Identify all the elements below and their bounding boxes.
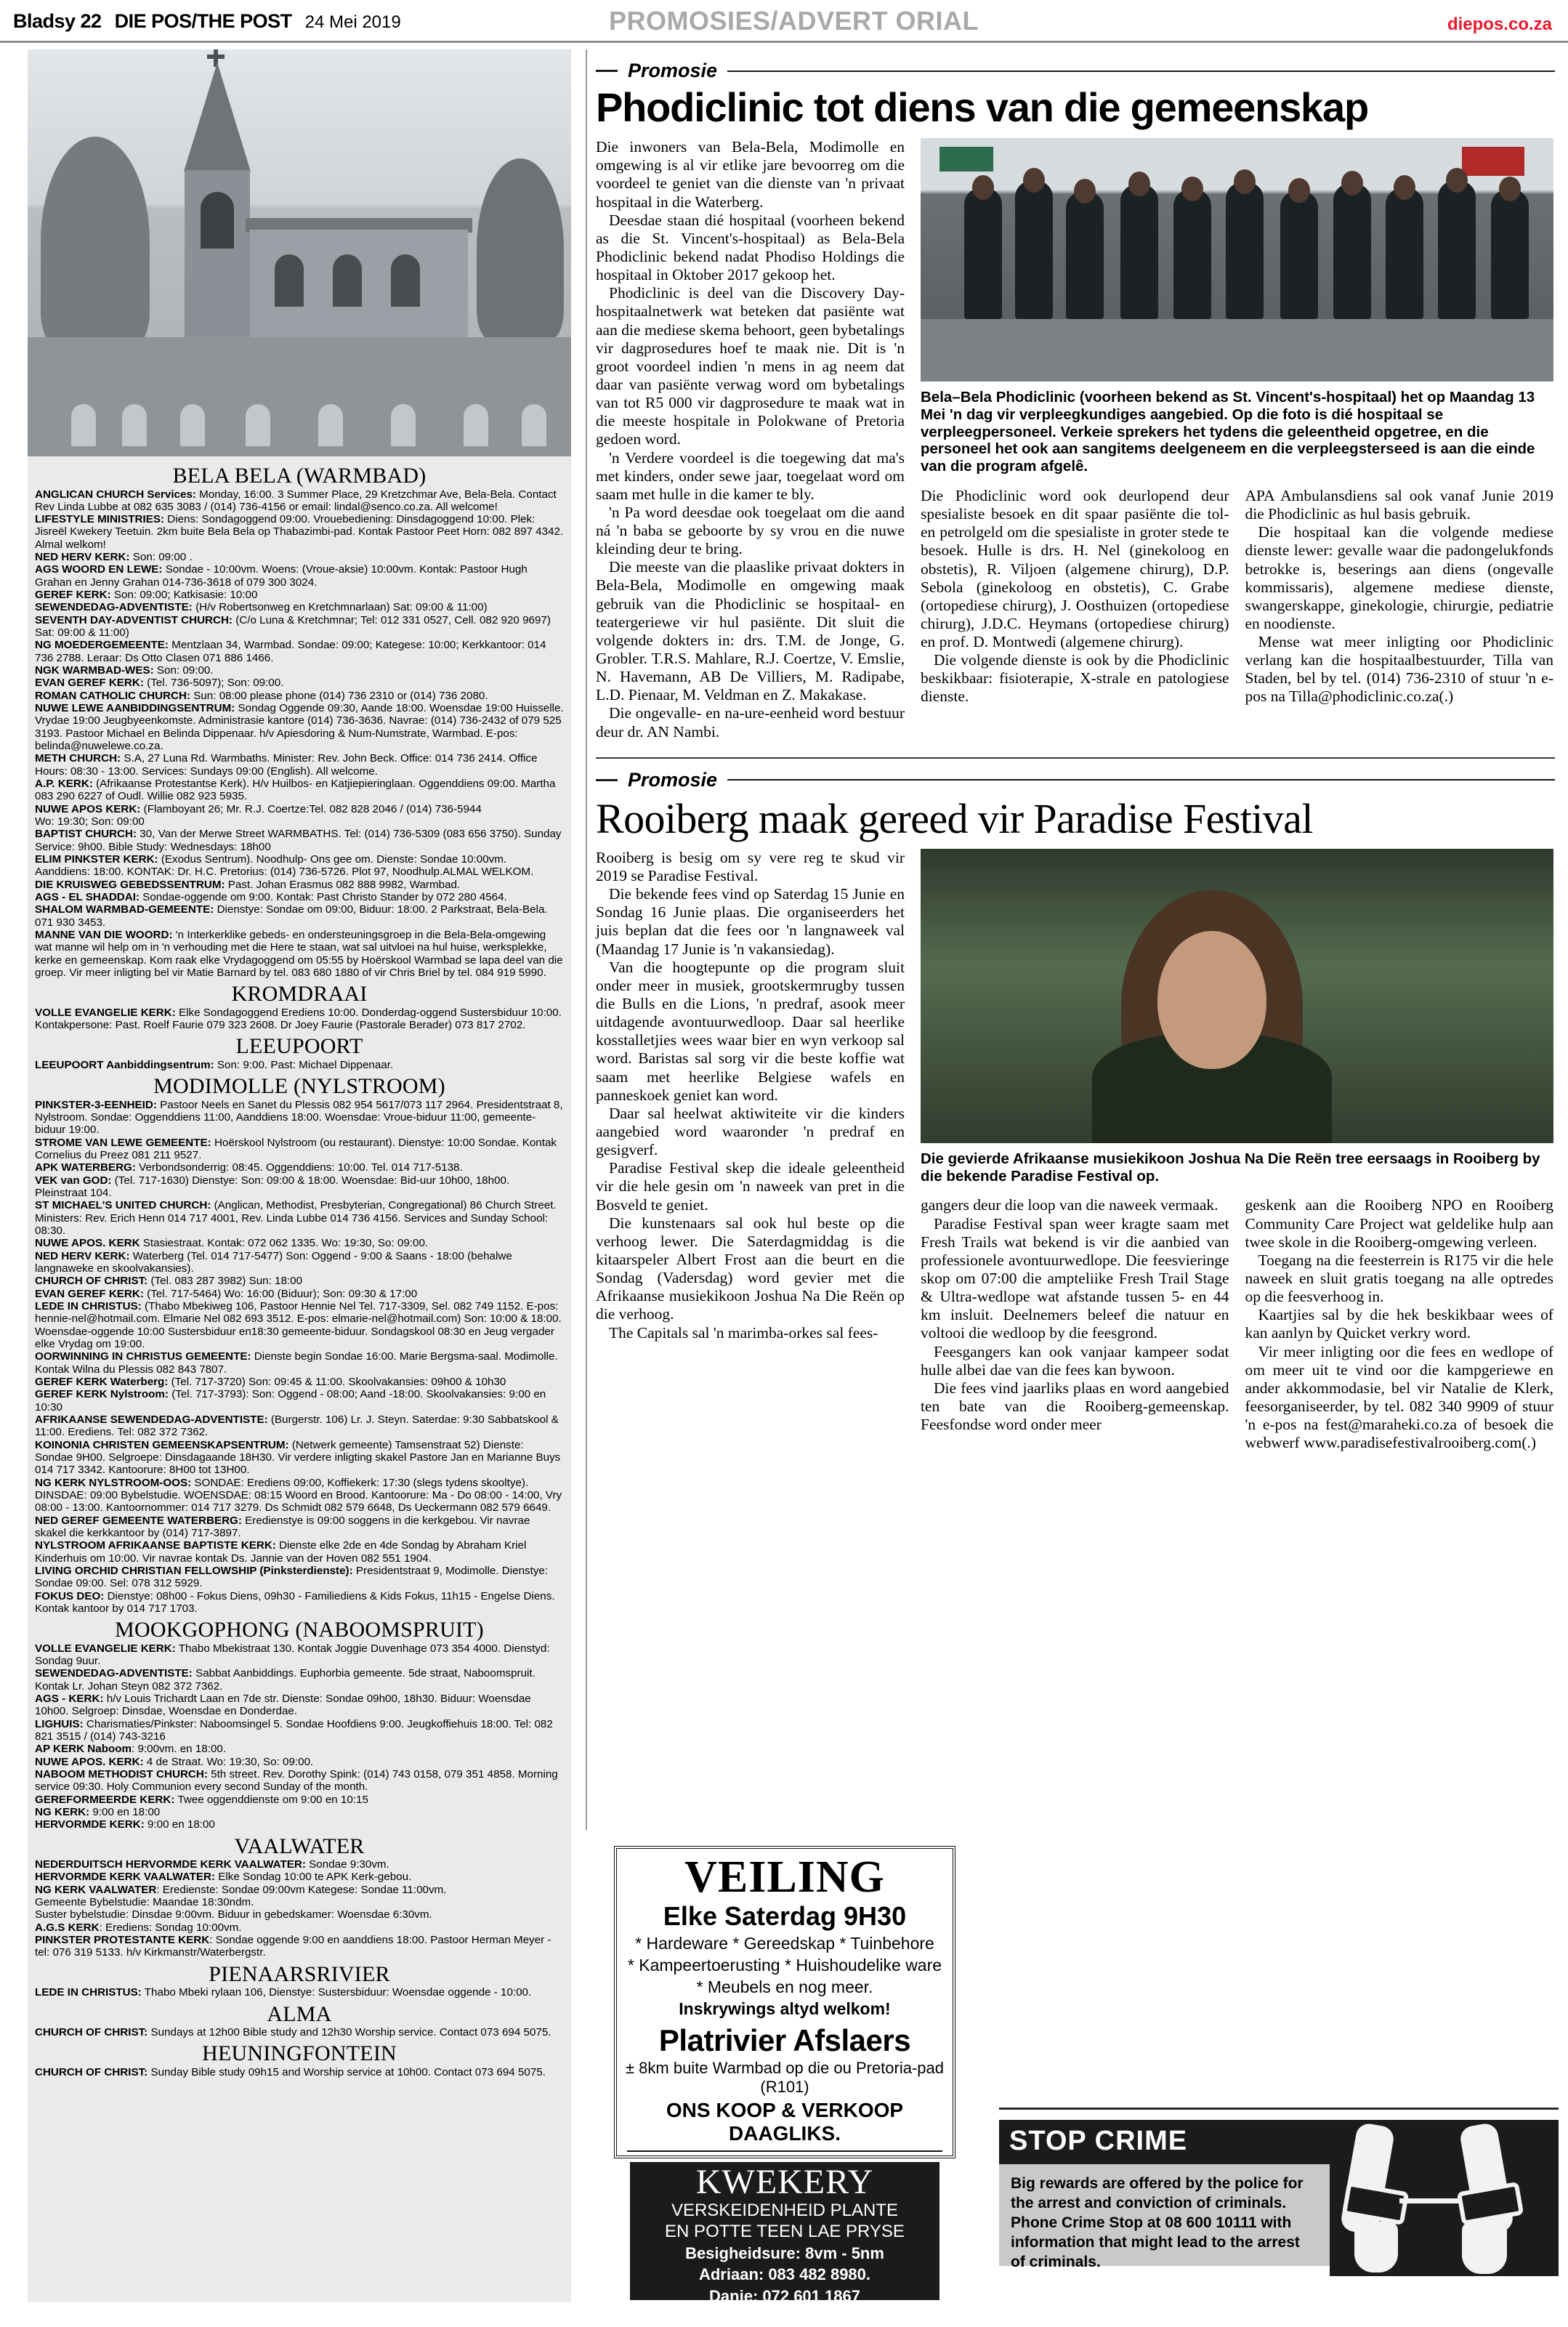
church-entry: HERVORMDE KERK: 9:00 en 18:00: [35, 1818, 215, 1831]
church-entry: VEK van GOD: (Tel. 717-1630) Dienstye: Son: 09:00 & 18:00. Woensdae: Bid-uur 10h00, 18h00. Pleinstraat 104.: [35, 1174, 510, 1200]
church-name: NEDERDUITSCH HERVORMDE KERK VAALWATER:: [35, 1858, 306, 1871]
article1-column-1: [596, 138, 905, 741]
church-entry: SHALOM WARMBAD-GEMEENTE: Dienstye: Sondae om 09:00, Biduur: 18:00. 2 Parkstraat, Bela-Bela. 071 930 3453.: [35, 903, 548, 929]
church-name: LEEUPOORT Aanbiddingsentrum:: [35, 1058, 214, 1071]
church-entry: NG KERK NYLSTROOM-OOS: SONDAE: Erediens 09:00, Koffiekerk: 17:30 (slegs tydens skooltye). DINSDAE: 09:00 Bybelstudie. WOENSDAE: 08:15 Woord en Brood. Kantoorure: Ma - Do 08:00 - 14:00, Vry 08:00 - 13:00. Kantoornommer: 014 717 3279. Ds Schmidt 082 579 6648, Ds Ueckermann 082 579 6649.: [35, 1476, 562, 1515]
article-paragraph: Van die hoogtepunte op die program sluit onder meer in musiek, grootskermrugby tussen die Bulls en die Lions, 'n predraf, asook meer uitdagende avontuurwedloop. Daar sal heerlike kosstalletjies wees waar bier en wyn verkoop sal word. Baristas sal sorg vir die beste koffie wat saam met heerlike Belgiese wafels en panneskoek geniet kan word.: [596, 958, 905, 1104]
church-name: FOKUS DEO:: [35, 1589, 105, 1602]
church-entry: AGS - EL SHADDAI: Sondae-oggende om 9:00. Kontak: Past Christo Stander by 072 280 4564.: [35, 891, 507, 903]
church-entry: ANGLICAN CHURCH Services: Monday, 16:00. 3 Summer Place, 29 Kretzchmar Ave, Bela-Bela. Contact Rev Linda Lubbe at 082 635 3083 / (014) 736-4156 or email: lindal@senco.co.za. All welcome!: [35, 488, 557, 513]
column-divider-1: [586, 49, 587, 1830]
website-url[interactable]: diepos.co.za: [1447, 15, 1552, 34]
article-paragraph: Die inwoners van Bela-Bela, Modimolle en omgewing is al vir etlike jare bevoorreg om die voordeel te geniet van die dienste van 'n privaat hospitaal in die Waterberg.: [596, 138, 905, 211]
promo-dash-icon-2: [596, 779, 618, 781]
church-name: NED HERV KERK:: [35, 551, 130, 564]
article1-columns: [596, 138, 1555, 741]
nurses-photo: [921, 138, 1553, 382]
article2-columns: [596, 849, 1555, 1453]
church-name: NED HERV KERK:: [35, 1249, 130, 1262]
singer-photo: [921, 849, 1553, 1143]
church-entry: GEREF KERK Waterberg: (Tel. 717-3720) Son: 09:45 & 11:00. Skoolvakansies: 09h00 & 10h30: [35, 1376, 506, 1388]
ad-stop-crime[interactable]: [999, 2108, 1559, 2289]
church-name: AGS - EL SHADDAI:: [35, 891, 140, 903]
church-name: NG MOEDERGEMEENTE:: [35, 639, 169, 652]
promo-label-1: Promosie: [628, 60, 718, 81]
church-entry: NED HERV KERK: Son: 09:00 .: [35, 551, 193, 564]
nurses-illustration: [921, 138, 1553, 382]
church-entry: CHURCH OF CHRIST: Sunday Bible study 09h15 and Worship service at 10h00. Contact 073 694 5075.: [35, 2065, 546, 2078]
church-name: SEWENDEDAG-ADVENTISTE:: [35, 601, 193, 614]
ad-veiling-divider: [627, 2150, 942, 2152]
church-name: SHALOM WARMBAD-GEMEENTE:: [35, 903, 214, 916]
town-heading: HEUNINGFONTEIN: [202, 2041, 397, 2066]
church-name: AP KERK Naboom: [35, 1743, 132, 1756]
church-name: VOLLE EVANGELIE KERK:: [35, 1642, 176, 1655]
church-entry: NABOOM METHODIST CHURCH: 5th street. Rev. Dorothy Spink: (014) 743 0158, 079 351 4858. Morning service 09:30. Holy Communion every second Sunday of the month.: [35, 1768, 558, 1794]
church-entry: CHURCH OF CHRIST: Sundays at 12h00 Bible study and 12h30 Worship service. Contact 073 694 5075.: [35, 2026, 551, 2039]
section-title: PROMOSIES/ADVERT ORIAL: [609, 6, 979, 36]
church-name: GEREF KERK Waterberg:: [35, 1376, 169, 1388]
promo-rule-1: [727, 70, 1555, 72]
nurses-photo-caption: Bela–Bela Phodiclinic (voorheen bekend as St. Vincent's-hospitaal) het op Maandag 13 Mei 'n dag vir verpleegkundiges aangebied. Op die foto is dié hospitaal se verpleegpersoneel. Verkeie sprekers het tydens die geleentheid opgetree, en die personeel het ook aan sangitems deelgeneem en die verpleegsterseed is aan die einde van die program afgelê.: [921, 389, 1535, 475]
promo-tag-2: [596, 769, 1555, 791]
singer-illustration: [921, 849, 1553, 1143]
church-name: ROMAN CATHOLIC CHURCH:: [35, 689, 191, 702]
church-name: PINKSTER PROTESTANTE KERK: [35, 1934, 210, 1947]
church-entry: METH CHURCH: S.A, 27 Luna Rd. Warmbaths. Minister: Rev. John Beck. Office: 014 736 2414. Office Hours: 08:30 - 13:00. Services: Sundays 09:00 (English). All welcome.: [35, 752, 538, 778]
church-name: SEWENDEDAG-ADVENTISTE:: [35, 1667, 193, 1680]
church-name: HERVORMDE KERK:: [35, 1818, 145, 1831]
ad-veiling-company: Platrivier Afslaers: [658, 2023, 911, 2058]
church-entry: LIFESTYLE MINISTRIES: Diens: Sondagoggend 09:00. Vrouebediening: Dinsdagoggend 10:00. Plek: Jisreël Kwekery Teetuin. 2km buite Bela Bela op Thabazimbi-pad. Kontak Pastoor Peet Horn: 082 897 4342. Almal welkom!: [35, 513, 564, 551]
ad-veiling-title: VEILING: [684, 1852, 885, 1902]
article-paragraph: Feesgangers kan ook vanjaar kampeer sodat hulle albei dae van die fees kan bywoon.: [921, 1342, 1229, 1379]
handcuffs-icon: [1330, 2120, 1559, 2276]
ad-crime-left: [999, 2120, 1330, 2276]
article-paragraph: Die Phodiclinic word ook deurlopend deur spesialiste besoek en dit spaar pasiënte die tol- en petrolgeld om die spesialiste in groter stede te besoek. Hulle is drs. H. Nel (ginekoloog en obstetis), R. Viljoen (algemene chirurg), D.P. Sebola (ginekoloog en obstetis), C. Grabe (ortopediese chirurg), J. Oosthuizen (ortopediese chirurg), J.D.C. Heymans (ortopediese chirurg) en prof. D. Montwedi (algemene chirurg).: [921, 486, 1229, 651]
article-paragraph: Die ongevalle- en na-ure-eenheid word bestuur deur dr. AN Nambi.: [596, 704, 905, 741]
town-heading: MOOKGOPHONG (NABOOMSPRUIT): [115, 1618, 484, 1642]
church-entry: GEREF KERK: Son: 09:00; Katkisasie: 10:00: [35, 589, 258, 602]
article-paragraph: gangers deur die loop van die naweek vermaak.: [921, 1196, 1219, 1214]
church-entry: Gemeente Bybelstudie: Maandae 18:30ndm.: [35, 1896, 254, 1909]
church-name: ST MICHAEL'S UNITED CHURCH:: [35, 1199, 211, 1212]
church-listings: [28, 456, 571, 2083]
church-entry: AFRIKAANSE SEWENDEDAG-ADVENTISTE: (Burgerstr. 106) Lr. J. Steyn. Saterdae: 9:30 Sabbatskool & 11:00. Erediens. Tel: 082 372 7362.: [35, 1413, 559, 1439]
church-name: NYLSTROOM AFRIKAANSE BAPTISTE KERK:: [35, 1539, 276, 1552]
church-entry: AP KERK Naboom: 9:00vm. en 18:00.: [35, 1743, 227, 1756]
article-rooiberg: [596, 769, 1555, 1453]
ad-kwekery-contact-2: Danie: 072 601 1867: [709, 2286, 860, 2305]
article-paragraph: 'n Pa word deesdae ook toegelaat om die aand ná 'n baba se geboorte by sy vrou en die nuwe kleinding deur te bring.: [596, 503, 905, 558]
church-entry: NYLSTROOM AFRIKAANSE BAPTISTE KERK: Dienste elke 2de en 4de Sondag by Abraham Kriel Kinderhuis om 10:00. Vir navrae kontak Ds. Jannie van der Hoven 082 551 1904.: [35, 1539, 527, 1565]
church-name: NUWE APOS KERK:: [35, 802, 141, 815]
church-entry: NEDERDUITSCH HERVORMDE KERK VAALWATER: Sondae 9:30vm.: [35, 1858, 389, 1871]
church-entry: SEVENTH DAY-ADVENTIST CHURCH: (C/o Luna & Kretchmnar; Tel: 012 331 0527, Cell. 082 920 9697) Sat: 09:00 & 11:00): [35, 613, 551, 640]
church-entry: VOLLE EVANGELIE KERK: Thabo Mbekistraat 130. Kontak Joggie Duvenhage 073 354 4000. Dienstyd: Sondag 9uur.: [35, 1642, 550, 1668]
church-entry: APK WATERBERG: Verbondsonderrig: 08:45. Oggenddiens: 10:00. Tel. 014 717-5138.: [35, 1161, 463, 1174]
church-entry: DIE KRUISWEG GEBEDSSENTRUM: Past. Johan Erasmus 082 888 9982, Warmbad.: [35, 878, 461, 891]
church-entry: NG KERK VAALWATER: Eredienste: Sondae 09:00vm Kategese: Sondae 11:00vm.: [35, 1883, 447, 1896]
church-entry: SEWENDEDAG-ADVENTISTE: (H/v Robertsonweg en Kretchmnarlaan) Sat: 09:00 & 11:00): [35, 601, 488, 614]
church-entry: SEWENDEDAG-ADVENTISTE: Sabbat Aanbiddings. Euphorbia gemeente. 5de straat, Naboomspruit. Kontak Lr. Johan Steyn 082 372 7362.: [35, 1667, 536, 1693]
masthead-divider: [0, 41, 1568, 43]
church-illustration: [28, 49, 571, 456]
church-entry: ROMAN CATHOLIC CHURCH: Sun: 08:00 please phone (014) 736 2310 or (014) 736 2080.: [35, 689, 488, 702]
article-paragraph: Paradise Festival skep die ideale geleentheid vir die hele gesin om 'n naweek van pret in die Bosveld te geniet.: [596, 1159, 905, 1214]
masthead-left: [13, 10, 401, 33]
church-name: CHURCH OF CHRIST:: [35, 2026, 148, 2039]
ad-veiling-tagline: ONS KOOP & VERKOOP DAAGLIKS.: [666, 2099, 904, 2145]
church-entry: NUWE LEWE AANBIDDINGSENTRUM: Sondag Oggende 09:30, Aande 18:00. Woensdae 19:00 Huisselle. Vrydae 19:00 Jeugbyeenkomste. Administrasie kantore (014) 736-3636. Navrae: (014) 736-2432 of 079 525 3193. Pastoor Michael en Belinda Dippenaar. h/v Apiesdoring & Num-Numstrate, Warmbad. E-pos: belinda@nuwelewe.co.za.: [35, 702, 564, 753]
ad-kwekery[interactable]: [630, 2162, 939, 2326]
article2-column-1: [596, 849, 905, 1453]
ad-veiling-items-3: * Meubels en nog meer.: [696, 1977, 873, 1997]
church-name: PINKSTER-3-EENHEID:: [35, 1098, 157, 1111]
ad-kwekery-line-1: VERSKEIDENHEID PLANTE: [671, 2201, 899, 2220]
church-name: CHURCH OF CHRIST:: [35, 2065, 148, 2078]
article2-column-3: [1245, 1196, 1554, 1452]
article-paragraph: Mense wat meer inligting oor Phodiclinic verlang kan die hospitaalbestuurder, Tilla van Staden, bel by tel. (014) 736-2310 of stuur 'n e-pos na Tilla@phodiclinic.co.za(.): [1245, 633, 1553, 706]
church-name: ELIM PINKSTER KERK:: [35, 853, 158, 866]
church-entry: NED HERV KERK: Waterberg (Tel. 014 717-5477) Son: Oggend - 9:00 & Saans - 18:00 (behalwe langnaweke en skoolvakansies).: [35, 1249, 512, 1275]
article-paragraph: Toegang na die feesterrein is R175 vir die hele naweek en sluit gratis toegang na alle optredes op die feesverhoog in.: [1245, 1251, 1553, 1306]
church-entry: PINKSTER-3-EENHEID: Pastoor Neels en Sanet du Plessis 082 954 5617/073 117 2964. Presidentstraat 8, Nylstroom. Sondae: Oggenddiens 11:00, Aanddiens 18:00. Woensdae: Vroue-biduur 11:00, gemeente-biduur 19:00.: [35, 1098, 563, 1137]
article-paragraph: Die kunstenaars sal ook hul beste op die verhoog lewer. Die Saterdagmiddag is die kitaarspeler Albert Frost aan die beurt en die Sondag (Vadersdag) word gevier met die Afrikaanse musiekikoon Joshua Na Die Reën op die verhoog.: [596, 1214, 905, 1323]
article-paragraph: APA Ambulansdiens sal ook vanaf Junie 2019 die Phodiclinic as hul basis gebruik.: [1245, 486, 1553, 523]
article-paragraph: Die fees vind jaarliks plaas en word aangebied ten bate van die Rooiberg-gemeenskap. Feesfondse word onder meer: [921, 1379, 1229, 1434]
article-paragraph: Deesdae staan dié hospitaal (voorheen bekend as die St. Vincent's-hospitaal) as Bela-Bela Phodiclinic bekend nadat Phodiso Holdings die hospitaal in Oktober 2017 gekoop het.: [596, 211, 905, 284]
church-entry: EVAN GEREF KERK: (Tel. 717-5464) Wo: 16:00 (Biduur); Son: 09:30 & 17:00: [35, 1287, 418, 1300]
church-entry: A.P. KERK: (Afrikaanse Protestantse Kerk). H/v Huilbos- en Katjiepieringlaan. Oggenddiens 09:00. Martha 083 290 6227 of Oudl. Willie 082 923 5935.: [35, 778, 556, 803]
article-paragraph: Phodiclinic is deel van die Discovery Day-hospitaalnetwerk wat beteken dat pasiënte wat aan die mediese skema behoort, geen bybetalings vir dagprosedures hoef te maak nie. Dit is 'n groot voordeel indien 'n mens in ag neem dat daar van pasiënte verwag word om bybetalings van tot R5 000 vir dagprosedure te maak wat in die meeste hospitale in Polokwane of Pretoria gedoen word.: [596, 284, 905, 448]
article-paragraph: Paradise Festival span weer kragte saam met Fresh Trails wat bekend is vir die aanbied van professionele avontuurwedlope. Die feesvieringe skop om 07:00 die ampteliike Fresh Trail Stage & Ultra-wedlope wat afstande tussen 5- en 44 km insluit. Deelnemers beleef die natuur en voltooi die wedloop by die feesgrond.: [921, 1214, 1229, 1342]
article1-column-3: [1245, 487, 1554, 706]
church-name: STROME VAN LEWE GEMEENTE:: [35, 1136, 211, 1149]
church-name: VEK van GOD:: [35, 1174, 112, 1187]
church-name: SEVENTH DAY-ADVENTIST CHURCH:: [35, 613, 233, 626]
promo-tag-1: [596, 60, 1555, 82]
church-name: AFRIKAANSE SEWENDEDAG-ADVENTISTE:: [35, 1413, 268, 1426]
church-entry: NED GEREF GEMEENTE WATERBERG: Eredienstye is 09:00 soggens in die kerkgebou. Vir navrae skakel die kerkkantoor by (014) 717-3897.: [35, 1514, 530, 1539]
church-photo: [28, 49, 571, 456]
headline-rooiberg: Rooiberg maak gereed vir Paradise Festival: [596, 794, 1313, 842]
town-heading: PIENAARSRIVIER: [209, 1961, 390, 1986]
church-name: AGS - KERK:: [35, 1693, 104, 1706]
ad-crime-title: STOP CRIME: [999, 2120, 1330, 2164]
ad-veiling-location: ± 8km buite Warmbad op die ou Pretoria-pad (R101): [625, 2059, 945, 2097]
church-name: A.P. KERK:: [35, 778, 93, 791]
promo-label-2: Promosie: [628, 768, 718, 791]
church-entry: NGK WARMBAD-WES: Son: 09:00.: [35, 664, 214, 677]
church-name: LEDE IN CHRISTUS:: [35, 1300, 142, 1313]
article-paragraph: Kaartjies sal by die hek beskikbaar wees of kan aanlyn by Quicket verkry word.: [1245, 1306, 1553, 1342]
church-name: BAPTIST CHURCH:: [35, 828, 137, 841]
church-name: NG KERK VAALWATER: [35, 1883, 157, 1896]
singer-photo-caption: Die gevierde Afrikaanse musiekikoon Joshua Na Die Reën tree eersaags in Rooiberg by die bekende Paradise Festival op.: [921, 1150, 1540, 1185]
church-entry: LIGHUIS: Charismaties/Pinkster: Naboomsingel 5. Sondae Hoofdiens 9:00. Jeugkoffiehuis 18:00. Tel: 082 821 3515 / (014) 743-3216: [35, 1717, 553, 1743]
church-name: EVAN GEREF KERK:: [35, 677, 144, 690]
church-name: NUWE APOS. KERK:: [35, 1755, 144, 1768]
article2-column-2: [921, 1196, 1229, 1452]
town-heading: BELA BELA (WARMBAD): [172, 464, 427, 488]
article-paragraph: The Capitals sal 'n marimba-orkes sal fees-: [609, 1323, 878, 1342]
church-name: A.G.S KERK: [35, 1921, 100, 1934]
church-name: LIFESTYLE MINISTRIES:: [35, 513, 165, 526]
church-entry: KOINONIA CHRISTEN GEMEENSKAPSENTRUM: (Netwerk gemeente) Tamsenstraat 52) Dienste: Sondae 9H00. Selgroepe: Dinsdagaande 18H30. Vir verdere inligting skakel Pastore Jan en Marianne Buys 014 717 3342. Kantoorure: 8H00 tot 13H00.: [35, 1438, 561, 1477]
handcuffs-illustration: [1330, 2120, 1559, 2276]
church-name: NUWE LEWE AANBIDDINGSENTRUM:: [35, 702, 235, 715]
article-phodiclinic: [596, 60, 1555, 741]
church-entry: EVAN GEREF KERK: (Tel. 736-5097); Son: 09:00.: [35, 677, 284, 690]
church-entry: LEDE IN CHRISTUS: (Thabo Mbekiweg 106, Pastoor Hennie Nel Tel. 717-3309, Sel. 082 749 1152. E-pos: hennie-nel@hotmail.com. Elmarie Nel 082 693 3512. E-pos: elmarie-nel@hotmail.com) Son: 10:00 & 18:00. Woensdae-oggende 10:00 Sustersbiduur en18:30 gemeente-biduur. Sondagskool 08:30 en Jeug vergader elke Vrydag om 19:00.: [35, 1300, 562, 1351]
ad-kwekery-line-2: EN POTTE TEEN LAE PRYSE: [665, 2221, 905, 2241]
church-name: NED GEREF GEMEENTE WATERBERG:: [35, 1514, 242, 1527]
ad-kwekery-hours: Besigheidsure: 8vm - 5nm: [685, 2243, 884, 2262]
church-name: NABOOM METHODIST CHURCH:: [35, 1768, 208, 1781]
church-directory-column: [28, 49, 571, 2302]
ad-veiling-items-2: * Kampeertoerusting * Huishoudelike ware: [627, 1956, 942, 1975]
church-entry: GEREF KERK Nylstroom: (Tel. 717-3793): Son: Oggend - 08:00; Aand -18:00. Skoolvakansies: 9:00 en 10:30: [35, 1388, 546, 1413]
ad-crime-text: Big rewards are offered by the police for the arrest and conviction of criminals. Phone Crime Stop at 08 600 10111 with information that might lead to the arrest of criminals.: [999, 2164, 1330, 2266]
church-name: GEREF KERK Nylstroom:: [35, 1388, 169, 1401]
ad-veiling-welcome: Inskrywings altyd welkom!: [679, 1999, 891, 2019]
church-entry: NG MOEDERGEMEENTE: Mentzlaan 34, Warmbad. Sondae: 09:00; Kategese: 10:00; Kerkkantoor: 014 736 2788. Leraar: Ds Otto Clasen 071 886 1466.: [35, 639, 546, 664]
church-name: LEDE IN CHRISTUS:: [35, 1986, 142, 1999]
church-entry: AGS WOORD EN LEWE: Sondae - 10:00vm. Woens: (Vroue-aksie) 10:00vm. Kontak: Pastoor Hugh Grahan en Jenny Grahan 014-736-3618 of 079 300 3024.: [35, 563, 528, 589]
church-entry: STROME VAN LEWE GEMEENTE: Hoërskool Nylstroom (ou restaurant). Dienstye: 10:00 Sondae. Kontak Cornelius du Preez 081 211 9527.: [35, 1136, 557, 1162]
town-heading: LEEUPOORT: [235, 1034, 363, 1059]
church-entry: HERVORMDE KERK VAALWATER: Elke Sondag 10:00 te APK Kerk-gebou.: [35, 1871, 412, 1884]
church-name: GEREFORMEERDE KERK:: [35, 1793, 175, 1806]
church-entry: AGS - KERK: h/v Louis Trichardt Laan en 7de str. Dienste: Sondae 09h00, 18h30. Biduur: Woensdae 10h00. Selgroep: Dinsdae, Woensdae en Donderdae.: [35, 1693, 531, 1718]
church-name: NG KERK:: [35, 1806, 90, 1818]
promo-dash-icon: [596, 70, 618, 72]
church-entry: GEREFORMEERDE KERK: Twee oggenddienste om 9:00 en 10:15: [35, 1793, 368, 1806]
church-name: HERVORMDE KERK VAALWATER:: [35, 1871, 216, 1884]
church-name: MANNE VAN DIE WOORD:: [35, 928, 173, 941]
church-entry: FOKUS DEO: Dienstye: 08h00 - Fokus Diens, 09h30 - Familiediens & Kids Fokus, 11h15 - Engelse Diens. Kontak kantoor by 014 717 1703.: [35, 1589, 555, 1615]
page-number: Bladsy 22: [13, 10, 102, 32]
church-name: EVAN GEREF KERK:: [35, 1287, 144, 1300]
ad-crime-topbar: [999, 2108, 1559, 2110]
church-name: LIVING ORCHID CHRISTIAN FELLOWSHIP (Pinksterdienste):: [35, 1564, 353, 1577]
article-paragraph: Vir meer inligting oor die fees en wedlope of om meer uit te vind oor die kampgeriewe en ander akkommodasie, bel vir Natalie de Klerk, feesorganiseerder, by tel. 082 340 9909 of stuur 'n e-pos na fest@maraheki.co.za of besoek die webwerf www.paradisefestivalrooiberg.com(.): [1245, 1342, 1553, 1452]
town-heading: KROMDRAAI: [231, 982, 368, 1007]
church-name: ANGLICAN CHURCH Services:: [35, 488, 196, 501]
article-paragraph: geskenk aan die Rooiberg NPO en Rooiberg Community Care Project wat geldelike hulp aan twee skole in die Rooiberg-omgewing verleen.: [1245, 1196, 1553, 1251]
church-name: NUWE APOS. KERK: [35, 1237, 140, 1250]
church-entry: NUWE APOS. KERK Stasiestraat. Kontak: 072 062 1335. Wo: 19:30, So: 09:00.: [35, 1237, 429, 1250]
masthead: [0, 0, 1568, 47]
church-entry: OORWINNING IN CHRISTUS GEMEENTE: Dienste begin Sondae 16:00. Marie Bergsma-saal. Modimolle. Kontak Wilna du Plessis 082 843 7807.: [35, 1350, 558, 1376]
church-entry: Wo: 19:30; Son: 09:00: [35, 815, 145, 828]
town-heading: MODIMOLLE (NYLSTROOM): [153, 1074, 445, 1099]
article-paragraph: Daar sal heelwat aktiwiteite vir die kinders aangebied word waaronder 'n predraf en gesigverf.: [596, 1104, 905, 1159]
church-name: DIE KRUISWEG GEBEDSSENTRUM:: [35, 878, 225, 891]
church-entry: ELIM PINKSTER KERK: (Exodus Sentrum). Noodhulp- Ons gee om. Dienste: Sondae 10:00vm. Aanddiens: 18:00. KONTAK: Dr. H.C. Pretorius: (014) 736-5726. Plot 97, Noodhulp.ALMAL WELKOM.: [35, 853, 534, 879]
church-entry: LIVING ORCHID CHRISTIAN FELLOWSHIP (Pinksterdienste): Presidentstraat 9, Modimolle. Dienstye: Sondae 09:00. Sel: 078 312 5929.: [35, 1564, 549, 1590]
church-entry: ST MICHAEL'S UNITED CHURCH: (Anglican, Methodist, Presbyterian, Congregational) 86 Church Street. Ministers: Rev. Erich Henn 014 717 4001, Rev. Linda Lubbe 014 736 4156. Services and Sunday School: 08:30.: [35, 1199, 557, 1238]
church-name: LIGHUIS:: [35, 1717, 84, 1730]
church-entry: VOLLE EVANGELIE KERK: Elke Sondagoggend Erediens 10:00. Donderdag-oggend Sustersbiduur 10:00. Kontakpersone: Past. Roelf Faurie 079 323 2608. Dr Joey Faurie (Pastorale Berader) 073 817 2702.: [35, 1006, 562, 1032]
article-paragraph: Die volgende dienste is ook by die Phodiclinic beskikbaar: fisioterapie, X-strale en patologiese dienste.: [921, 651, 1229, 706]
church-name: APK WATERBERG:: [35, 1161, 136, 1174]
church-entry: NUWE APOS KERK: (Flamboyant 26; Mr. R.J. Coertze:Tel. 082 828 2046 / (014) 736-5944: [35, 802, 482, 815]
church-entry: LEDE IN CHRISTUS: Thabo Mbeki rylaan 106, Dienstye: Sustersbiduur: Woensdae oggende - 10:00.: [35, 1986, 532, 1999]
ad-kwekery-contact-3: Sel: 083 505 5482: [719, 2307, 851, 2326]
article-paragraph: Die hospitaal kan die volgende mediese dienste lewer: gevalle waar die padongelukfonds betrokke is, beserings aan diens (ongevalle kommissaris), algemene mediese dienste, swangerskappe, ginekologie, chirurgie, pediatrie en noodienste.: [1245, 523, 1553, 632]
church-entry: A.G.S KERK: Erediens: Sondag 10:00vm.: [35, 1921, 242, 1934]
ad-veiling-when: Elke Saterdag 9H30: [663, 1901, 907, 1931]
church-entry: CHURCH OF CHRIST: (Tel. 083 287 3982) Sun: 18:00: [35, 1275, 303, 1288]
church-name: CHURCH OF CHRIST:: [35, 1275, 148, 1288]
church-name: NGK WARMBAD-WES:: [35, 664, 154, 677]
article-paragraph: Die meeste van die plaaslike privaat dokters in Bela-Bela, Modimolle en omgewing maak gebruik van die Phodiclinic se hospitaal- en teatergeriewe vir hul pasiënte. Dit sluit die volgende dokters in: drs. T.M. de Jonge, G. Grobler. T.R.S. Mahlare, R.J. Coertze, V. Emslie, N. Havemann, AB De Villiers, M. Radipabe, L.D. Pienaar, M. Veldman en Z. Makakase.: [596, 558, 905, 704]
article-paragraph: Die bekende fees vind op Saterdag 15 Junie en Sondag 16 Junie plaas. Die organiseerders het juis beplan dat die fees oor 'n langnaweek val (Maandag 17 Junie is 'n vakansiedag).: [596, 885, 905, 958]
article-paragraph: Rooiberg is besig om sy vere reg te skud vir 2019 se Paradise Festival.: [596, 848, 905, 885]
article-separator: [596, 757, 1555, 759]
publication-title: DIE POS/THE POST: [114, 10, 292, 32]
church-name: NG KERK NYLSTROOM-OOS:: [35, 1476, 192, 1489]
church-entry: BAPTIST CHURCH: 30, Van der Merwe Street WARMBATHS. Tel: (014) 736-5309 (083 656 3750). Sunday Service: 9h00. Bible Study: Wednesdays: 18h00: [35, 828, 562, 853]
church-name: AGS WOORD EN LEWE:: [35, 563, 163, 576]
promo-rule-2: [727, 779, 1555, 781]
church-entry: NG KERK: 9:00 en 18:00: [35, 1806, 161, 1818]
headline-phodiclinic: Phodiclinic tot diens van die gemeenskap: [596, 84, 1368, 130]
article1-column-2: [921, 487, 1229, 706]
town-heading: ALMA: [267, 2001, 332, 2026]
main-content: [596, 49, 1555, 1452]
ad-crime-body: [999, 2120, 1559, 2276]
church-entry: PINKSTER PROTESTANTE KERK: Sondae oggende 9:00 en aanddiens 18:00. Pastoor Herman Meyer - tel: 076 319 5133. h/v Kirkmanstr/Waterbergstr.: [35, 1934, 551, 1959]
ad-kwekery-title: KWEKERY: [695, 2163, 874, 2201]
church-name: VOLLE EVANGELIE KERK:: [35, 1006, 176, 1019]
church-entry: LEEUPOORT Aanbiddingsentrum: Son: 9:00. Past: Michael Dippenaar.: [35, 1058, 394, 1071]
ad-kwekery-contact-1: Adriaan: 083 482 8980.: [698, 2265, 871, 2284]
church-name: OORWINNING IN CHRISTUS GEMEENTE:: [35, 1350, 251, 1363]
town-heading: VAALWATER: [234, 1834, 365, 1858]
ad-veiling[interactable]: [614, 1846, 955, 2158]
church-entry: MANNE VAN DIE WOORD: 'n Interkerklike gebeds- en ondersteuningsgroep in die Bela-Bela-omgewing wat manne wil help om in 'n verhouding met die Here te staan, wat sal uitvloei na hul huise, werksplekke, kerke en gemeenskap. Kom raak elke Vrydagoggend om 05:55 by Hoërskool Warmbad se lapa deel van die groep. Vir meer inligting bel vir Matie Barnard by tel. 083 680 1880 of vir Chris Briel by tel. 084 919 5990.: [35, 928, 563, 979]
church-entry: Suster bybelstudie: Dinsdae 9:00vm. Biduur in gebedskamer: Woensdae 6:30vm.: [35, 1908, 432, 1921]
issue-date: 24 Mei 2019: [304, 12, 401, 32]
article-paragraph: 'n Verdere voordeel is die toegewing dat ma's met kinders, onder sewe jaar, toegelaat word om saam met hulle in die kamer te bly.: [596, 448, 905, 503]
church-name: KOINONIA CHRISTEN GEMEENSKAPSENTRUM:: [35, 1438, 289, 1451]
church-entry: NUWE APOS. KERK: 4 de Straat. Wo: 19:30, So: 09:00.: [35, 1755, 314, 1768]
church-name: GEREF KERK:: [35, 589, 111, 602]
ad-veiling-items-1: * Hardeware * Gereedskap * Tuinbehore: [635, 1934, 934, 1953]
church-name: METH CHURCH:: [35, 752, 121, 765]
